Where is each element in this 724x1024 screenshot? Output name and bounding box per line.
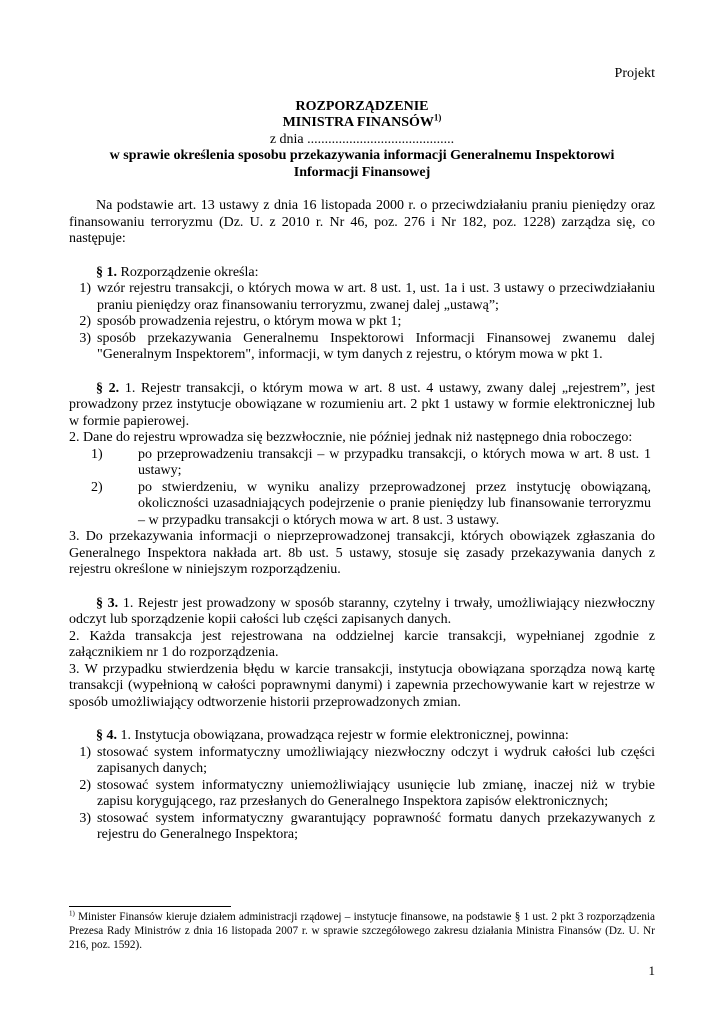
s2-item [69,480,655,530]
s1-item-text: wzór rejestru transakcji, o których mowa w art. 8 ust. 1, ust. 1a i ust. 3 ustawy o przeciwdziałaniu praniu pieniędzy oraz finansowaniu terroryzmu, zwanej dalej „ustawą”; [97,281,655,313]
s2-p1-text: 1. Rejestr transakcji, o którym mowa w art. 8 ust. 4 ustawy, zwany dalej „rejestrem”, jest prowadzony przez instytucje obowiązane w rozumieniu art. 2 pkt 1 ustawy w formie elektronicznej lub w formie papierowej. [69,380,655,429]
s3-p1-text: 1. Rejestr jest prowadzony w sposób staranny, czytelny i trwały, umożliwiający niezwłoczny odczyt lub sporządzenie kopii całości lub części zapisanych danych. [69,595,656,627]
s1-item [69,331,655,364]
document-body [69,66,655,844]
s1-item [69,314,655,331]
title-line-2-text: MINISTRA FINANSÓW [282,115,434,130]
footnote [69,910,655,952]
s4-intro: 1. Instytucja obowiązana, prowadząca rejestr w formie elektronicznej, powinna: [120,728,569,743]
title-line-2 [69,112,655,132]
date-line: z dnia .......................................... [269,131,455,147]
s3-p2: 2. Każda transakcja jest rejestrowana na oddzielnej karcie transakcji, wypełnianej zgodnie z załącznikiem nr 1 do rozporządzenia. [69,628,655,660]
s2-item-num: 1) [91,446,103,462]
footnote-mark: 1) [69,909,75,918]
s2-item-text: po przeprowadzeniu transakcji – w przypadku transakcji, o których mowa w art. 8 ust. 1 ustawy; [138,446,651,478]
s4-item [69,811,655,844]
s3-p1 [69,596,655,629]
s2-item-num: 2) [91,479,103,495]
footnote-separator [69,906,231,907]
s4-item-num: 2) [79,777,91,793]
s4-intro-line [69,728,655,745]
s1-intro: Rozporządzenie określa: [120,264,259,280]
s2-p1 [69,381,655,431]
s1-item-num: 1) [79,281,91,296]
preamble: Na podstawie art. 13 ustawy z dnia 16 listopada 2000 r. o przeciwdziałaniu praniu pieniędzy oraz finansowaniu terroryzmu (Dz. U. z 2010 r. Nr 46, poz. 276 i Nr 182, poz. 1228) zarządza się, co następuje: [69,198,655,246]
s4-item-text: stosować system informatyczny umożliwiający niezwłoczny odczyt i wydruk całości lub części zapisanych danych; [97,744,655,776]
s4-item [69,778,655,811]
title-footnote-mark: 1) [433,112,442,123]
s1-item-num: 3) [79,330,91,346]
projekt-label: Projekt [614,66,655,81]
s1-item-num: 2) [79,314,91,329]
s2-p2: 2. Dane do rejestru wprowadza się bezzwłocznie, nie później jednak niż następnego dnia roboczego: [69,430,633,445]
s1-mark: § 1. [96,264,117,280]
title-line-1: ROZPORZĄDZENIE [295,98,429,114]
s4-item [69,745,655,778]
s1-item-text: sposób przekazywania Generalnemu Inspektorowi Informacji Finansowej zwanemu dalej "Generalnym Inspektorem", informacji, w tym danych z rejestru, o którym mowa w pkt 1. [97,330,655,362]
s4-item-text: stosować system informatyczny uniemożliwiający usunięcie lub zmianę, inaczej niż w trybie zapisu korygującego, raz przesłanych do Generalnego Inspektora zapisów elektronicznych; [97,777,655,809]
s1-item-text: sposób prowadzenia rejestru, o którym mowa w pkt 1; [97,314,402,329]
s4-item-num: 1) [79,744,91,760]
s3-mark: § 3. [96,595,119,611]
s1-intro-line [69,265,655,282]
s2-item [69,447,655,480]
s4-item-num: 3) [79,810,91,826]
s4-mark: § 4. [96,728,117,743]
subject-title: w sprawie określenia sposobu przekazywania informacji Generalnemu Inspektorowi Informacji Finansowej [109,148,615,180]
page-number: 1 [648,963,655,978]
s2-item-text: po stwierdzeniu, w wyniku analizy przeprowadzonej przez instytucję obowiązaną, okoliczności uzasadniających podejrzenie o pranie pieniędzy lub finansowanie terroryzmu – w przypadku transakcji o których mowa w art. 8 ust. 3 ustawy. [138,479,651,528]
footnote-text: Minister Finansów kieruje działem administracji rządowej – instytucje finansowe, na podstawie § 1 ust. 2 pkt 3 rozporządzenia Prezesa Rady Ministrów z dnia 16 listopada 2007 r. w sprawie szczegółowego zakresu działania Ministra Finansów (Dz. U. Nr 216, poz. 1592). [69,911,655,951]
s3-p3: 3. W przypadku stwierdzenia błędu w karcie transakcji, instytucja obowiązana sporządza nową kartę transakcji (wypełnioną w całości poprawnymi danymi) i zapewnia przechowywanie kart w rejestrze w sposób umożliwiający odtworzenie historii przeprowadzonych zmian. [69,661,655,710]
s2-mark: § 2. [96,380,120,396]
s2-p3: 3. Do przekazywania informacji o nieprzeprowadzonej transakcji, których obowiązek zgłaszania do Generalnego Inspektora nakłada art. 8b ust. 5 ustawy, stosuje się zasady przekazywania danych z rejestru określone w niniejszym rozporządzeniu. [69,529,655,577]
s4-item-text: stosować system informatyczny gwarantujący poprawność formatu danych przekazywanych z rejestru do Generalnego Inspektora; [97,810,655,842]
s1-item [69,281,655,314]
